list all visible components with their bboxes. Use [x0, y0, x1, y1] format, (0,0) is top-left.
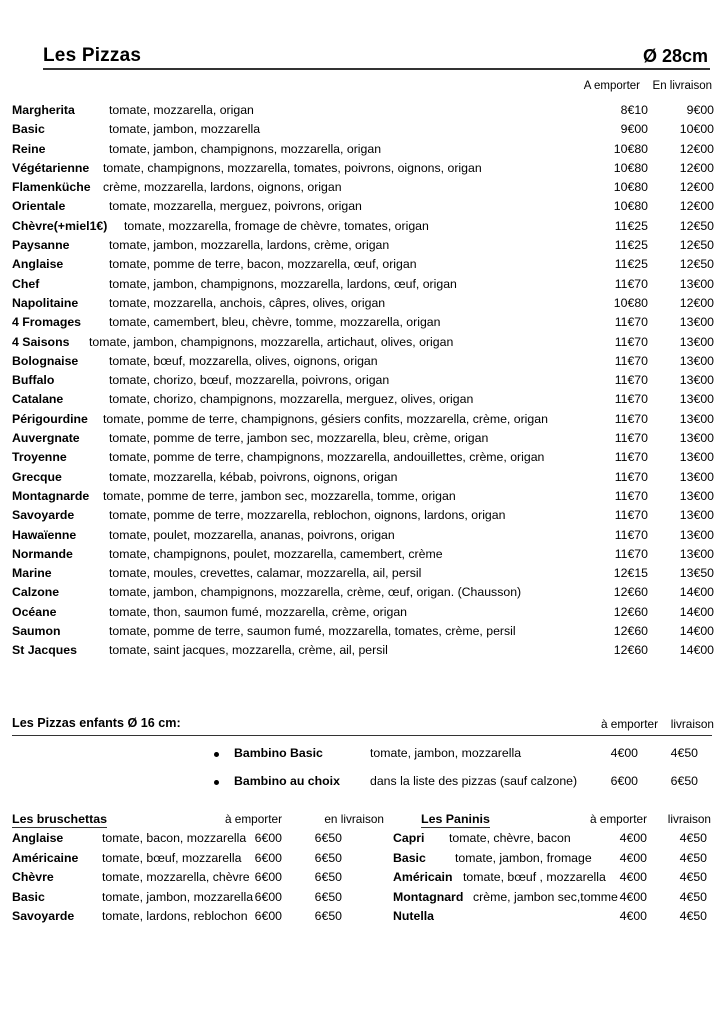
pizza-price-takeaway: 12€60 [613, 624, 648, 639]
pizza-description: tomate, chorizo, champignons, mozzarella, merguez, olives, origan [109, 392, 474, 407]
pizza-row [12, 180, 712, 199]
pizza-description: tomate, mozzarella, kébab, poivrons, oignons, origan [109, 469, 398, 484]
pizza-price-delivery: 13€00 [679, 527, 714, 542]
pizza-row [12, 161, 712, 180]
paninis-item-name: Basic [393, 850, 426, 865]
kids-column-header-takeaway: à emporter [600, 717, 658, 731]
kids-column-header-delivery: livraison [670, 717, 714, 731]
pizza-description: tomate, jambon, champignons, mozzarella, lardons, œuf, origan [109, 276, 457, 291]
column-header-takeaway: A emporter [583, 80, 640, 92]
pizza-description: tomate, jambon, champignons, mozzarella, artichaut, olives, origan [89, 334, 454, 349]
pizza-price-delivery: 14€00 [679, 604, 714, 619]
pizza-description: tomate, mozzarella, anchois, câpres, olives, origan [109, 295, 386, 310]
bruschettas-section [12, 812, 387, 929]
bruschettas-header [12, 812, 387, 829]
kids-price-delivery: 6€50 [670, 774, 698, 788]
paninis-row [387, 870, 712, 890]
bruschettas-item-description: tomate, lardons, reblochon [102, 909, 248, 923]
paninis-price-takeaway: 4€00 [619, 909, 647, 923]
bruschettas-price-delivery: 6€50 [314, 909, 342, 923]
pizza-name: Océane [12, 604, 57, 619]
bruschettas-row [12, 831, 387, 851]
pizza-description: tomate, pomme de terre, jambon sec, mozzarella, bleu, crème, origan [109, 431, 489, 446]
pizza-name: Napolitaine [12, 295, 79, 310]
bruschettas-item-description: tomate, bacon, mozzarella [102, 831, 247, 845]
pizza-price-takeaway: 12€60 [613, 604, 648, 619]
pizza-row [12, 412, 712, 431]
pizza-price-delivery: 13€00 [679, 546, 714, 561]
pizza-price-takeaway: 11€70 [614, 508, 648, 523]
paninis-item-description: tomate, jambon, fromage [455, 850, 592, 865]
pizza-price-delivery: 12€50 [679, 238, 714, 253]
bruschettas-column-header-delivery: en livraison [324, 812, 384, 826]
paninis-price-delivery: 4€50 [679, 909, 707, 923]
pizza-description: tomate, pomme de terre, mozzarella, reblochon, oignons, lardons, origan [109, 508, 506, 523]
paninis-row [387, 890, 712, 910]
price-column-headers [412, 80, 712, 92]
kids-pizza-row [12, 746, 712, 766]
pizza-price-delivery: 13€00 [679, 431, 714, 446]
pizza-name: Buffalo [12, 373, 55, 388]
paninis-price-delivery: 4€50 [679, 850, 707, 865]
bruschettas-item-description: tomate, mozzarella, chèvre [102, 870, 250, 884]
page-title: Les Pizzas [43, 45, 142, 66]
pizza-price-takeaway: 8€10 [620, 103, 648, 117]
pizza-description: tomate, pomme de terre, jambon sec, mozzarella, tomme, origan [103, 488, 456, 503]
bruschettas-price-takeaway: 6€00 [254, 850, 282, 865]
pizza-price-delivery: 13€00 [679, 276, 714, 291]
kids-price-takeaway: 6€00 [610, 774, 638, 788]
pizza-price-delivery: 12€50 [679, 218, 714, 233]
pizza-description: tomate, chorizo, bœuf, mozzarella, poivrons, origan [109, 373, 390, 388]
pizza-row [12, 508, 712, 527]
paninis-list [387, 831, 712, 929]
pizza-name: Orientale [12, 199, 66, 214]
pizza-name: Paysanne [12, 238, 70, 253]
pizza-price-takeaway: 11€70 [614, 527, 648, 542]
kids-pizza-section [12, 716, 712, 794]
pizza-description: tomate, poulet, mozzarella, ananas, poivrons, origan [109, 527, 395, 542]
bruschettas-price-delivery: 6€50 [314, 831, 342, 845]
menu-header [43, 38, 710, 70]
pizza-price-delivery: 13€00 [679, 392, 714, 407]
pizza-row [12, 219, 712, 238]
pizza-name: St Jacques [12, 643, 77, 658]
pizza-price-delivery: 13€00 [679, 508, 714, 523]
bullet-icon [214, 752, 219, 757]
pizza-row [12, 277, 712, 296]
paninis-price-delivery: 4€50 [679, 889, 707, 904]
pizza-description: tomate, pomme de terre, champignons, mozzarella, andouillettes, crème, origan [109, 450, 545, 465]
bruschettas-item-name: Anglaise [12, 831, 64, 845]
pizza-price-takeaway: 11€70 [614, 373, 648, 388]
pizza-name: Montagnarde [12, 488, 90, 503]
bruschettas-item-name: Savoyarde [12, 909, 75, 923]
pizza-name: Grecque [12, 469, 62, 484]
bullet-icon [214, 780, 219, 785]
pizza-price-delivery: 13€00 [679, 353, 714, 368]
paninis-item-name: Nutella [393, 909, 434, 923]
bruschettas-title: Les bruschettas [12, 812, 108, 826]
pizza-row [12, 624, 712, 643]
pizza-price-delivery: 12€00 [679, 160, 714, 175]
paninis-column-header-takeaway: à emporter [589, 812, 647, 826]
paninis-price-takeaway: 4€00 [619, 850, 647, 865]
pizza-price-takeaway: 9€00 [620, 122, 648, 137]
pizza-name: Végétarienne [12, 160, 90, 175]
kids-pizza-description: dans la liste des pizzas (sauf calzone) [370, 774, 578, 788]
pizza-price-delivery: 14€00 [679, 643, 714, 658]
paninis-item-name: Capri [393, 831, 425, 845]
pizza-description: tomate, bœuf, mozzarella, olives, oignons, origan [109, 353, 378, 368]
pizza-row [12, 450, 712, 469]
paninis-price-takeaway: 4€00 [619, 870, 647, 884]
pizza-name: Margherita [12, 103, 75, 117]
bruschettas-item-description: tomate, jambon, mozzarella [102, 889, 254, 904]
paninis-row [387, 831, 712, 851]
pizza-description: tomate, jambon, mozzarella [109, 122, 261, 137]
pizza-description: tomate, champignons, poulet, mozzarella, camembert, crème [109, 546, 443, 561]
pizza-price-delivery: 12€00 [679, 199, 714, 214]
pizza-description: tomate, mozzarella, origan [109, 103, 254, 117]
paninis-price-takeaway: 4€00 [619, 831, 647, 845]
pizza-row [12, 643, 712, 662]
pizza-price-takeaway: 11€70 [614, 392, 648, 407]
pizza-row [12, 489, 712, 508]
pizza-description: crème, mozzarella, lardons, oignons, origan [103, 180, 342, 195]
pizza-row [12, 528, 712, 547]
pizza-name: Basic [12, 122, 45, 137]
pizza-description: tomate, saint jacques, mozzarella, crème, ail, persil [109, 643, 388, 658]
pizza-name: Marine [12, 566, 52, 581]
pizza-price-takeaway: 11€70 [614, 469, 648, 484]
pizza-name: 4 Saisons [12, 334, 70, 349]
pizza-description: tomate, champignons, mozzarella, tomates, poivrons, oignons, origan [103, 160, 482, 175]
pizza-row [12, 238, 712, 257]
pizza-name: Périgourdine [12, 411, 88, 426]
kids-pizza-description: tomate, jambon, mozzarella [370, 746, 522, 760]
pizza-price-takeaway: 12€15 [613, 566, 648, 581]
pizza-description: tomate, mozzarella, fromage de chèvre, tomates, origan [124, 218, 429, 233]
pizza-price-takeaway: 10€80 [613, 160, 648, 175]
pizza-price-takeaway: 10€80 [613, 295, 648, 310]
pizza-name: Flamenküche [12, 180, 91, 195]
paninis-item-name: Montagnard [393, 889, 464, 904]
pizza-name: Calzone [12, 585, 60, 600]
pizza-list [12, 103, 712, 663]
pizza-price-delivery: 14€00 [679, 585, 714, 600]
pizza-row [12, 142, 712, 161]
kids-pizza-name: Bambino Basic [234, 746, 323, 760]
pizza-price-takeaway: 11€25 [614, 238, 648, 253]
pizza-row [12, 373, 712, 392]
paninis-column-header-delivery: livraison [667, 812, 711, 826]
kids-price-takeaway: 4€00 [610, 746, 638, 760]
paninis-row [387, 909, 712, 929]
pizza-price-takeaway: 10€80 [613, 180, 648, 195]
pizza-name: Bolognaise [12, 353, 79, 368]
pizza-price-takeaway: 11€25 [614, 218, 648, 233]
pizza-row [12, 315, 712, 334]
pizza-price-delivery: 13€00 [679, 469, 714, 484]
pizza-name: Hawaïenne [12, 527, 77, 542]
pizza-row [12, 296, 712, 315]
pizza-row [12, 605, 712, 624]
pizza-row [12, 470, 712, 489]
bruschettas-price-takeaway: 6€00 [254, 909, 282, 923]
paninis-price-takeaway: 4€00 [619, 889, 647, 904]
pizza-price-delivery: 13€00 [679, 450, 714, 465]
kids-section-title: Les Pizzas enfants Ø 16 cm: [12, 716, 181, 730]
pizza-row [12, 566, 712, 585]
pizza-row [12, 585, 712, 604]
pizza-description: tomate, thon, saumon fumé, mozzarella, crème, origan [109, 604, 407, 619]
bruschettas-row [12, 870, 387, 890]
pizza-row [12, 392, 712, 411]
pizza-description: tomate, jambon, mozzarella, lardons, crème, origan [109, 238, 390, 253]
paninis-title: Les Paninis [421, 812, 490, 826]
bruschettas-price-delivery: 6€50 [314, 889, 342, 904]
pizza-name: Troyenne [12, 450, 67, 465]
paninis-item-description: tomate, bœuf , mozzarella [463, 870, 606, 884]
pizza-price-delivery: 10€00 [679, 122, 714, 137]
pizza-name: Saumon [12, 624, 61, 639]
pizza-row [12, 354, 712, 373]
pizza-row [12, 431, 712, 450]
paninis-item-name: Américain [393, 870, 453, 884]
pizza-price-delivery: 12€50 [679, 257, 714, 272]
pizza-description: tomate, mozzarella, merguez, poivrons, origan [109, 199, 362, 214]
pizza-name: Savoyarde [12, 508, 75, 523]
pizza-name: Auvergnate [12, 431, 80, 446]
kids-pizza-name: Bambino au choix [234, 774, 340, 788]
bruschettas-item-name: Chèvre [12, 870, 54, 884]
column-header-delivery: En livraison [652, 80, 712, 92]
pizza-price-takeaway: 10€80 [613, 199, 648, 214]
pizza-price-delivery: 13€00 [679, 411, 714, 426]
kids-section-header [12, 716, 712, 736]
pizza-price-delivery: 12€00 [679, 180, 714, 195]
kids-price-delivery: 4€50 [670, 746, 698, 760]
paninis-section [387, 812, 712, 929]
pizza-price-takeaway: 11€70 [614, 488, 648, 503]
pizza-row [12, 122, 712, 141]
pizza-name: Reine [12, 141, 46, 156]
pizza-price-takeaway: 11€70 [614, 411, 648, 426]
pizza-price-delivery: 9€00 [686, 103, 714, 117]
pizza-row [12, 547, 712, 566]
pizza-price-delivery: 14€00 [679, 624, 714, 639]
bruschettas-price-delivery: 6€50 [314, 850, 342, 865]
pizza-price-takeaway: 10€80 [613, 141, 648, 156]
paninis-header [387, 812, 712, 829]
pizza-price-takeaway: 11€70 [614, 431, 648, 446]
bruschettas-price-delivery: 6€50 [314, 870, 342, 884]
pizza-description: tomate, camembert, bleu, chèvre, tomme, mozzarella, origan [109, 315, 441, 330]
kids-pizza-list [12, 746, 712, 794]
pizza-description: tomate, moules, crevettes, calamar, mozzarella, ail, persil [109, 566, 422, 581]
bruschettas-list [12, 831, 387, 929]
pizza-price-takeaway: 11€70 [614, 276, 648, 291]
pizza-price-takeaway: 11€70 [614, 546, 648, 561]
pizza-price-delivery: 13€50 [679, 566, 714, 581]
pizza-price-takeaway: 12€60 [613, 643, 648, 658]
pizza-price-takeaway: 11€70 [614, 450, 648, 465]
pizza-price-delivery: 12€00 [679, 141, 714, 156]
pizza-price-delivery: 13€00 [679, 373, 714, 388]
pizza-description: tomate, pomme de terre, saumon fumé, mozzarella, tomates, crème, persil [109, 624, 516, 639]
paninis-item-description: crème, jambon sec,tomme [473, 889, 618, 904]
pizza-diameter-label: Ø 28cm [642, 46, 708, 66]
pizza-price-delivery: 13€00 [679, 315, 714, 330]
pizza-name: 4 Fromages [12, 315, 82, 330]
pizza-description: tomate, jambon, champignons, mozzarella, crème, œuf, origan. (Chausson) [109, 585, 522, 600]
pizza-row [12, 199, 712, 218]
bruschettas-price-takeaway: 6€00 [254, 870, 282, 884]
pizza-row [12, 257, 712, 276]
paninis-price-delivery: 4€50 [679, 870, 707, 884]
pizza-name: Chef [12, 276, 40, 291]
pizza-price-delivery: 13€00 [679, 334, 714, 349]
paninis-item-description: tomate, chèvre, bacon [449, 831, 571, 845]
pizza-price-delivery: 13€00 [679, 488, 714, 503]
bruschettas-item-name: Basic [12, 889, 45, 904]
pizza-description: tomate, jambon, champignons, mozzarella, origan [109, 141, 382, 156]
pizza-price-takeaway: 12€60 [613, 585, 648, 600]
bruschettas-row [12, 890, 387, 910]
pizza-name: Anglaise [12, 257, 64, 272]
paninis-price-delivery: 4€50 [679, 831, 707, 845]
paninis-row [387, 851, 712, 871]
bruschettas-item-name: Américaine [12, 850, 79, 865]
kids-pizza-row [12, 774, 712, 794]
pizza-price-delivery: 12€00 [679, 295, 714, 310]
pizza-description: tomate, pomme de terre, champignons, gésiers confits, mozzarella, crème, origan [103, 411, 548, 426]
bruschettas-item-description: tomate, bœuf, mozzarella [102, 850, 242, 865]
pizza-price-takeaway: 11€25 [614, 257, 648, 272]
pizza-row [12, 103, 712, 122]
bruschettas-price-takeaway: 6€00 [254, 889, 282, 904]
pizza-price-takeaway: 11€70 [614, 353, 648, 368]
bruschettas-price-takeaway: 6€00 [254, 831, 282, 845]
bruschettas-row [12, 909, 387, 929]
pizza-description: tomate, pomme de terre, bacon, mozzarella, œuf, origan [109, 257, 417, 272]
pizza-name: Normande [12, 546, 73, 561]
pizza-price-takeaway: 11€70 [614, 315, 648, 330]
bruschettas-row [12, 851, 387, 871]
pizza-row [12, 335, 712, 354]
pizza-name: Catalane [12, 392, 64, 407]
pizza-name: Chèvre(+miel1€) [12, 218, 108, 233]
bruschettas-column-header-takeaway: à emporter [224, 812, 282, 826]
pizza-price-takeaway: 11€70 [614, 334, 648, 349]
